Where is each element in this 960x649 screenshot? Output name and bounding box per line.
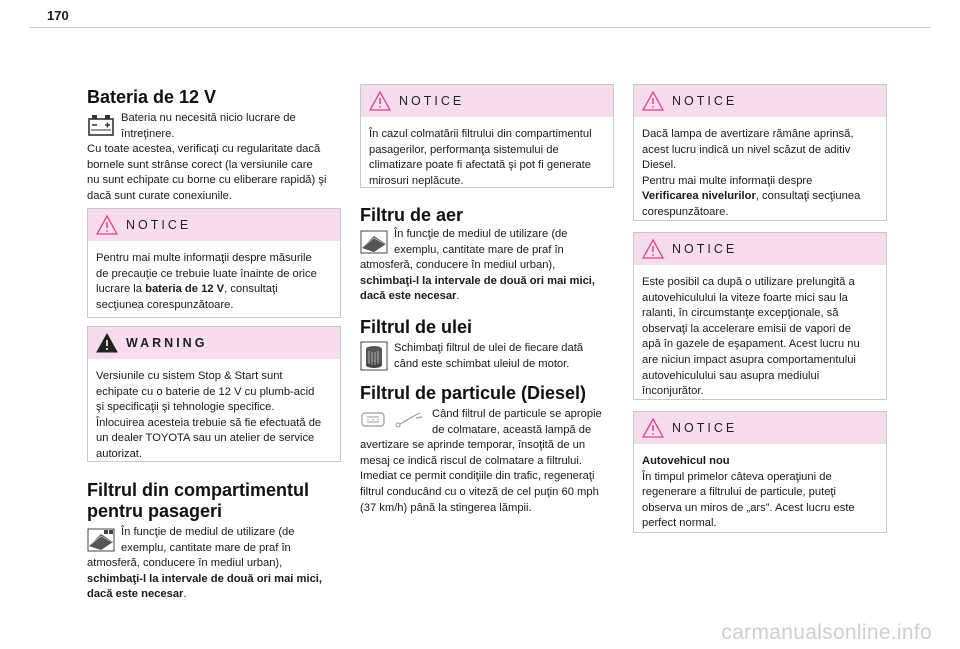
- notice-text: autovehiculului sau asupra mediului: [642, 369, 820, 382]
- warning-text: şi specificaţii şi tehnologie specifice.: [96, 401, 275, 414]
- cabin-filter-line-5: dacă este necesar.: [87, 588, 187, 601]
- air-filter-title: Filtru de aer: [360, 205, 464, 225]
- air-filter-line-1: În funcţie de mediul de utilizare (de: [394, 228, 568, 240]
- notice-text: Pentru mai multe informaţii despre: [642, 174, 813, 187]
- page-number: 170: [47, 8, 69, 23]
- notice-text: Diesel.: [642, 159, 677, 172]
- air-filter-line-2: exemplu, cantitate mare de praf în: [394, 243, 564, 256]
- cabin-filter-line-4: schimbaţi-l la intervale de două ori mai mici,: [87, 572, 323, 585]
- notice-text: de precauţie ce trebuie luate înainte de orice: [96, 267, 317, 280]
- notice-label: NOTICE: [126, 218, 192, 232]
- battery-icon: [87, 113, 115, 137]
- particle-filter-line-7: (37 km/h) până la stingerea lămpii.: [360, 501, 532, 514]
- air-filter-icon: [360, 230, 388, 254]
- air-filter-line-5: dacă este necesar.: [360, 290, 460, 303]
- notice-header: [634, 233, 886, 265]
- warning-text: autorizat.: [96, 447, 143, 460]
- notice-text: climatizare poate fi afectată şi pot fi generate: [369, 159, 592, 172]
- notice-text: regenerare a filtrului de particule, puteţi: [642, 486, 837, 499]
- notice-battery: [87, 208, 341, 318]
- notice-text: ralanti, în circumstanţe excepţionale, să: [642, 307, 839, 320]
- battery-line-1: Bateria nu necesită nicio lucrare de: [121, 112, 296, 124]
- cabin-filter-title-1: Filtrul din compartimentul: [87, 480, 310, 500]
- warning-text: Versiunile cu sistem Stop & Start sunt: [96, 370, 283, 382]
- notice-text: observaţi la accelerare emisii de vapori de: [642, 322, 851, 335]
- notice-water-vapour: [633, 232, 887, 400]
- warning-triangle-icon: [96, 333, 118, 353]
- notice-text: În cazul colmatării filtrului din compartimentul: [369, 128, 592, 140]
- warning-text: Înlocuirea acesteia trebuie să fie efectuată de: [96, 416, 322, 429]
- oil-filter-line-2: când este schimbat uleiul de motor.: [394, 357, 570, 370]
- particle-filter-line-5: Imediat ce permit condiţiile din trafic, regeneraţi: [360, 470, 595, 483]
- notice-label: NOTICE: [672, 421, 738, 435]
- notice-text: are niciun impact asupra comportamentului: [642, 353, 856, 366]
- particle-filter-line-2: de colmatare, această lampă de: [432, 423, 592, 436]
- cabin-filter-line-1: În funcţie de mediul de utilizare (de: [121, 526, 295, 538]
- notice-text: În timpul primelor câteva operaţiuni de: [642, 470, 832, 483]
- warning-triangle-icon: [96, 215, 118, 235]
- notice-text: Este posibil ca după o utilizare prelungită a: [642, 276, 855, 288]
- cabin-filter-title-2: pentru pasageri: [87, 501, 223, 521]
- warning-triangle-icon: [642, 239, 664, 259]
- particle-filter-line-6: filtrul conducând cu o viteză de cel puţin 60 mph: [360, 486, 599, 498]
- battery-line-5: nu sunt echipate cu borne cu eliberare rapidă) şi: [87, 174, 327, 187]
- particle-filter-line-3: avertizare se aprinde temporar, însoţită de un: [360, 439, 586, 452]
- warning-text: un dealer TOYOTA sau un atelier de service: [96, 432, 315, 445]
- notice-text: înconjurător.: [642, 385, 704, 398]
- notice-subtitle: Autovehicul nou: [642, 455, 730, 467]
- notice-text: Dacă lampa de avertizare rămâne aprinsă,: [642, 128, 854, 140]
- cabin-filter-line-3: atmosferă, conducere în mediul urban),: [87, 557, 283, 570]
- notice-text: mirosuri neplăcute.: [369, 174, 464, 187]
- particle-filter-line-1: Când filtrul de particule se apropie: [432, 408, 602, 420]
- battery-line-4: bornele sunt strânse corect (la versiunile care: [87, 158, 313, 171]
- notice-cabin-filter: [360, 84, 614, 188]
- top-divider: [30, 27, 930, 28]
- warning-triangle-icon: [642, 418, 664, 438]
- particle-filter-line-4: mesaj ce indică riscul de colmatare a filtrului.: [360, 454, 582, 467]
- battery-title: Bateria de 12 V: [87, 87, 217, 107]
- notice-label: NOTICE: [672, 94, 738, 108]
- notice-text: observa un miros de „ars”. Acest lucru este: [642, 501, 855, 514]
- cabin-filter-line-2: exemplu, cantitate mare de praf în: [121, 541, 291, 554]
- notice-text: Verificarea nivelurilor, consultaţi secţiunea: [642, 190, 861, 203]
- watermark: carmanualsonline.info: [721, 621, 932, 644]
- notice-text: corespunzătoare.: [642, 205, 729, 218]
- notice-text: lucrare la bateria de 12 V, consultaţi: [96, 283, 278, 296]
- notice-label: NOTICE: [672, 242, 738, 256]
- particle-filter-title: Filtrul de particule (Diesel): [360, 383, 587, 403]
- warning-stop-start: [87, 326, 341, 462]
- notice-header: [634, 412, 886, 444]
- notice-text: autovehiculului la viteze foarte mici sau la: [642, 291, 848, 304]
- notice-header: [634, 85, 886, 117]
- notice-text: pasagerilor, performanţa sistemului de: [369, 143, 559, 156]
- notice-header: [88, 209, 340, 241]
- battery-line-2: întreţinere.: [121, 127, 175, 140]
- warning-text: echipate cu o baterie de 12 V cu plumb-acid: [96, 385, 315, 398]
- air-filter-line-4: schimbaţi-l la intervale de două ori mai mici,: [360, 274, 596, 287]
- notice-text: apă în gazele de eşapament. Acest lucru nu: [642, 338, 860, 351]
- notice-additive-level: [633, 84, 887, 221]
- notice-header: [361, 85, 613, 117]
- oil-filter-icon: [360, 341, 388, 365]
- warning-label: WARNING: [126, 336, 208, 350]
- notice-new-vehicle: [633, 411, 887, 533]
- notice-text: Pentru mai multe informaţii despre măsurile: [96, 252, 312, 264]
- notice-label: NOTICE: [399, 94, 465, 108]
- cabin-filter-icon: [87, 528, 115, 552]
- oil-filter-title: Filtrul de ulei: [360, 317, 473, 337]
- warning-triangle-icon: [369, 91, 391, 111]
- particle-filter-lamp-icon: [360, 408, 426, 430]
- warning-triangle-icon: [642, 91, 664, 111]
- oil-filter-line-1: Schimbaţi filtrul de ulei de fiecare dată: [394, 342, 584, 354]
- notice-text: secţiunea corespunzătoare.: [96, 298, 234, 311]
- notice-text: acest lucru indică un nivel scăzut de aditiv: [642, 143, 851, 156]
- battery-line-6: dacă sunt curate conexiunile.: [87, 190, 232, 202]
- battery-line-3: Cu toate acestea, verificaţi cu regularitate dacă: [87, 143, 321, 156]
- air-filter-line-3: atmosferă, conducere în mediul urban),: [360, 259, 556, 272]
- warning-header: [88, 327, 340, 359]
- notice-text: perfect normal.: [642, 517, 717, 530]
